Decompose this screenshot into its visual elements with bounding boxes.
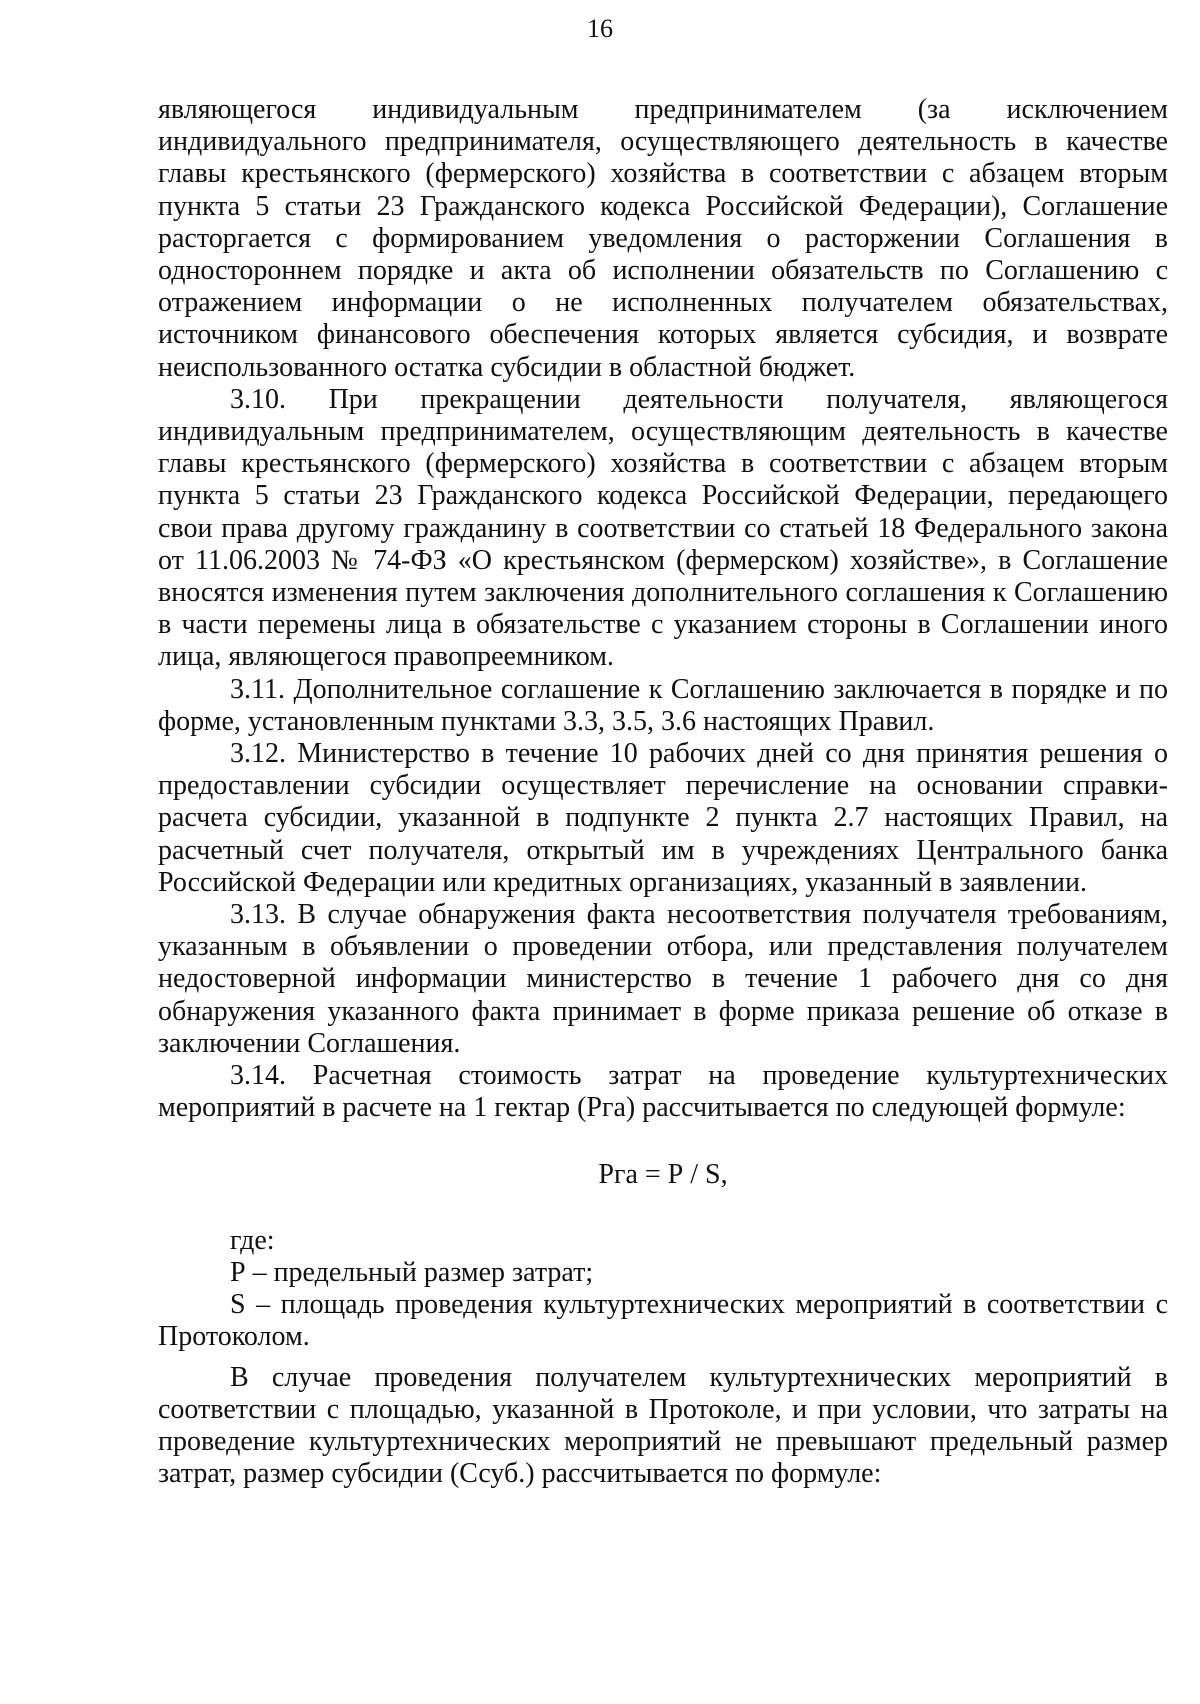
paragraph-3-13: 3.13. В случае обнаружения факта несоответствия получателя требованиям, указанным в объявлении о проведении отбора, или представления получателем недостоверной информации министерство в течение 1 рабочего дня со дня обнаружения указанного факта принимает в форме приказа решение об отказе в заключении Соглашения. (158, 899, 1168, 1059)
paragraph-continuation: являющегося индивидуальным предпринимателем (за исключением индивидуального предпринимателя, осуществляющего деятельность в качестве главы крестьянского (фермерского) хозяйства в соответствии с абзацем вторым пункта 5 статьи 23 Гражданского кодекса Российской Федерации), Соглашение расторгается с формированием уведомления о расторжении Соглашения в одностороннем порядке и акта об исполнении обязательств по Соглашению с отражением информации о не исполненных получателем обязательствах, источником финансового обеспечения которых является субсидия, и возврате неиспользованного остатка субсидии в областной бюджет. (158, 94, 1168, 383)
legend-item-p: Р – предельный размер затрат; (230, 1256, 594, 1288)
legend-where-label: где: (230, 1224, 275, 1256)
document-body (158, 94, 1168, 1490)
formula-rga: Рга = Р / S, (598, 1158, 728, 1190)
legend-item-s: S – площадь проведения культуртехнических мероприятий в соответствии с Протоколом. (158, 1289, 1168, 1353)
paragraph-closing: В случае проведения получателем культуртехнических мероприятий в соответствии с площадью, указанной в Протоколе, и при условии, что затраты на проведение культуртехнических мероприятий не превышают предельный размер затрат, размер субсидии (Ссуб.) рассчитывается по формуле: (158, 1361, 1168, 1490)
paragraph-3-12: 3.12. Министерство в течение 10 рабочих дней со дня принятия решения о предоставлении субсидии осуществляет перечисление на основании справки-расчета субсидии, указанной в подпункте 2 пункта 2.7 настоящих Правил, на расчетный счет получателя, открытый им в учреждениях Центрального банка Российской Федерации или кредитных организациях, указанный в заявлении. (158, 738, 1168, 898)
paragraph-3-14: 3.14. Расчетная стоимость затрат на проведение культуртехнических мероприятий в расчете на 1 гектар (Рга) рассчитывается по следующей формуле: (158, 1060, 1168, 1124)
paragraph-3-10: 3.10. При прекращении деятельности получателя, являющегося индивидуальным предпринимателем, осуществляющим деятельность в качестве главы крестьянского (фермерского) хозяйства в соответствии с абзацем вторым пункта 5 статьи 23 Гражданского кодекса Российской Федерации, передающего свои права другому гражданину в соответствии со статьей 18 Федерального закона от 11.06.2003 № 74-ФЗ «О крестьянском (фермерском) хозяйстве», в Соглашение вносятся изменения путем заключения дополнительного соглашения к Соглашению в части перемены лица в обязательстве с указанием стороны в Соглашении иного лица, являющегося правопреемником. (158, 383, 1168, 673)
page-number: 16 (587, 14, 613, 43)
paragraph-3-11: 3.11. Дополнительное соглашение к Соглашению заключается в порядке и по форме, установленным пунктами 3.3, 3.5, 3.6 настоящих Правил. (158, 673, 1168, 737)
